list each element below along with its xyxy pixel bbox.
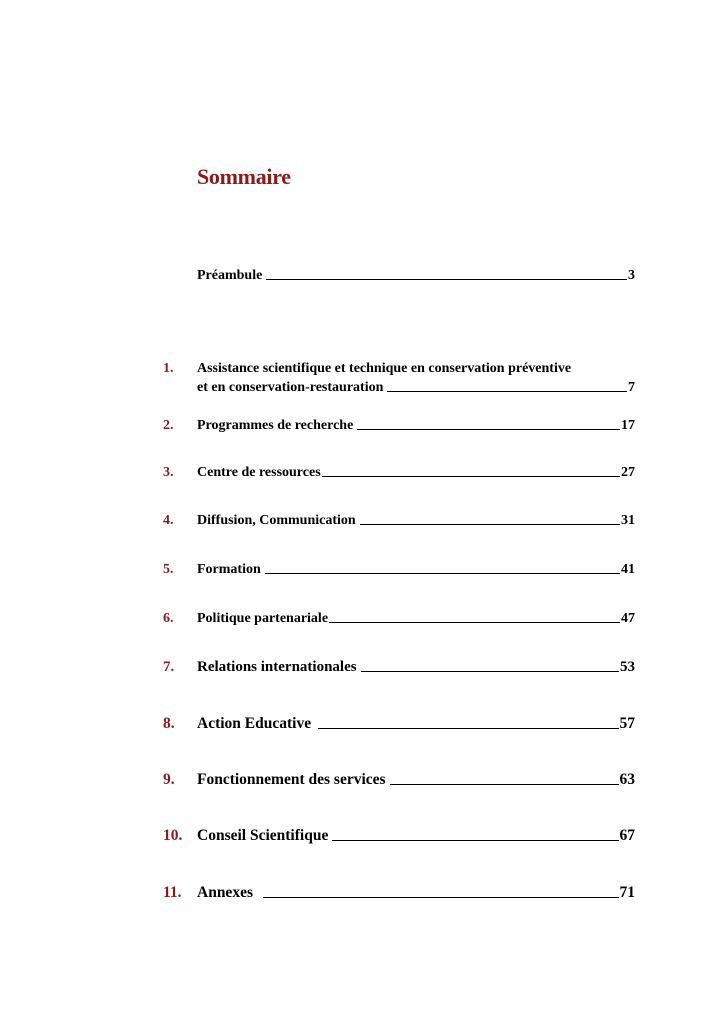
toc-entry-4[interactable] [197, 513, 635, 529]
toc-leader [332, 840, 618, 841]
toc-label: Annexes [197, 884, 253, 901]
toc-label: Centre de ressources [197, 465, 321, 480]
toc-number: 1. [163, 361, 174, 376]
toc-number: 9. [163, 771, 175, 788]
toc-leader [265, 573, 620, 574]
toc-entry-3[interactable] [197, 465, 635, 481]
toc-label: Fonctionnement des services [197, 771, 386, 788]
toc-number: 11. [163, 884, 182, 901]
toc-page-number: 31 [621, 513, 635, 528]
toc-label: Action Educative [197, 715, 312, 732]
toc-leader [322, 476, 620, 477]
toc-leader [387, 391, 627, 392]
toc-label: Préambule [197, 268, 263, 283]
toc-entry-7[interactable] [197, 659, 635, 676]
toc-entry-2[interactable] [197, 418, 635, 434]
toc-leader [263, 897, 619, 898]
toc-entry-11[interactable] [197, 884, 635, 902]
toc-number: 3. [163, 465, 174, 480]
toc-leader [357, 429, 620, 430]
toc-leader [361, 671, 619, 672]
toc-label: Conseil Scientifique [197, 827, 329, 844]
toc-leader [360, 524, 620, 525]
page-title: Sommaire [197, 164, 291, 189]
toc-label: et en conservation-restauration [197, 380, 384, 395]
toc-entry-5[interactable] [197, 562, 635, 578]
toc-entry-8[interactable] [197, 715, 635, 733]
toc-page-number: 41 [621, 562, 635, 577]
toc-label: Relations internationales [197, 659, 357, 675]
toc-label-line1[interactable]: Assistance scientifique et technique en conservation préventive [197, 361, 572, 376]
toc-label: Programmes de recherche [197, 418, 354, 433]
toc-leader [266, 279, 627, 280]
toc-number: 4. [163, 513, 174, 528]
toc-page-number: 47 [621, 611, 635, 626]
toc-number: 5. [163, 562, 174, 577]
toc-entry-6[interactable] [197, 611, 635, 627]
toc-leader [390, 784, 619, 785]
toc-page-number: 71 [619, 884, 635, 901]
toc-page-number: 3 [628, 268, 635, 283]
toc-number: 2. [163, 418, 174, 433]
toc-number: 7. [163, 659, 175, 675]
toc-number: 10. [163, 827, 183, 844]
toc-entry-preamble[interactable] [197, 268, 635, 284]
toc-page-number: 67 [619, 827, 635, 844]
toc-entry-1[interactable] [197, 380, 635, 396]
toc-leader [329, 622, 620, 623]
toc-entry-10[interactable] [197, 827, 635, 845]
toc-page-number: 57 [619, 715, 635, 732]
toc-label: Diffusion, Communication [197, 513, 356, 528]
toc-entry-9[interactable] [197, 771, 635, 789]
toc-number: 8. [163, 715, 175, 732]
toc-page-number: 17 [621, 418, 635, 433]
toc-leader [318, 728, 618, 729]
toc-label: Formation [197, 562, 261, 577]
toc-page-number: 27 [621, 465, 635, 480]
toc-page-number: 53 [620, 659, 635, 675]
toc-number: 6. [163, 611, 174, 626]
toc-label: Politique partenariale [197, 611, 329, 626]
toc-page-number: 7 [628, 380, 635, 395]
toc-page-number: 63 [619, 771, 635, 788]
